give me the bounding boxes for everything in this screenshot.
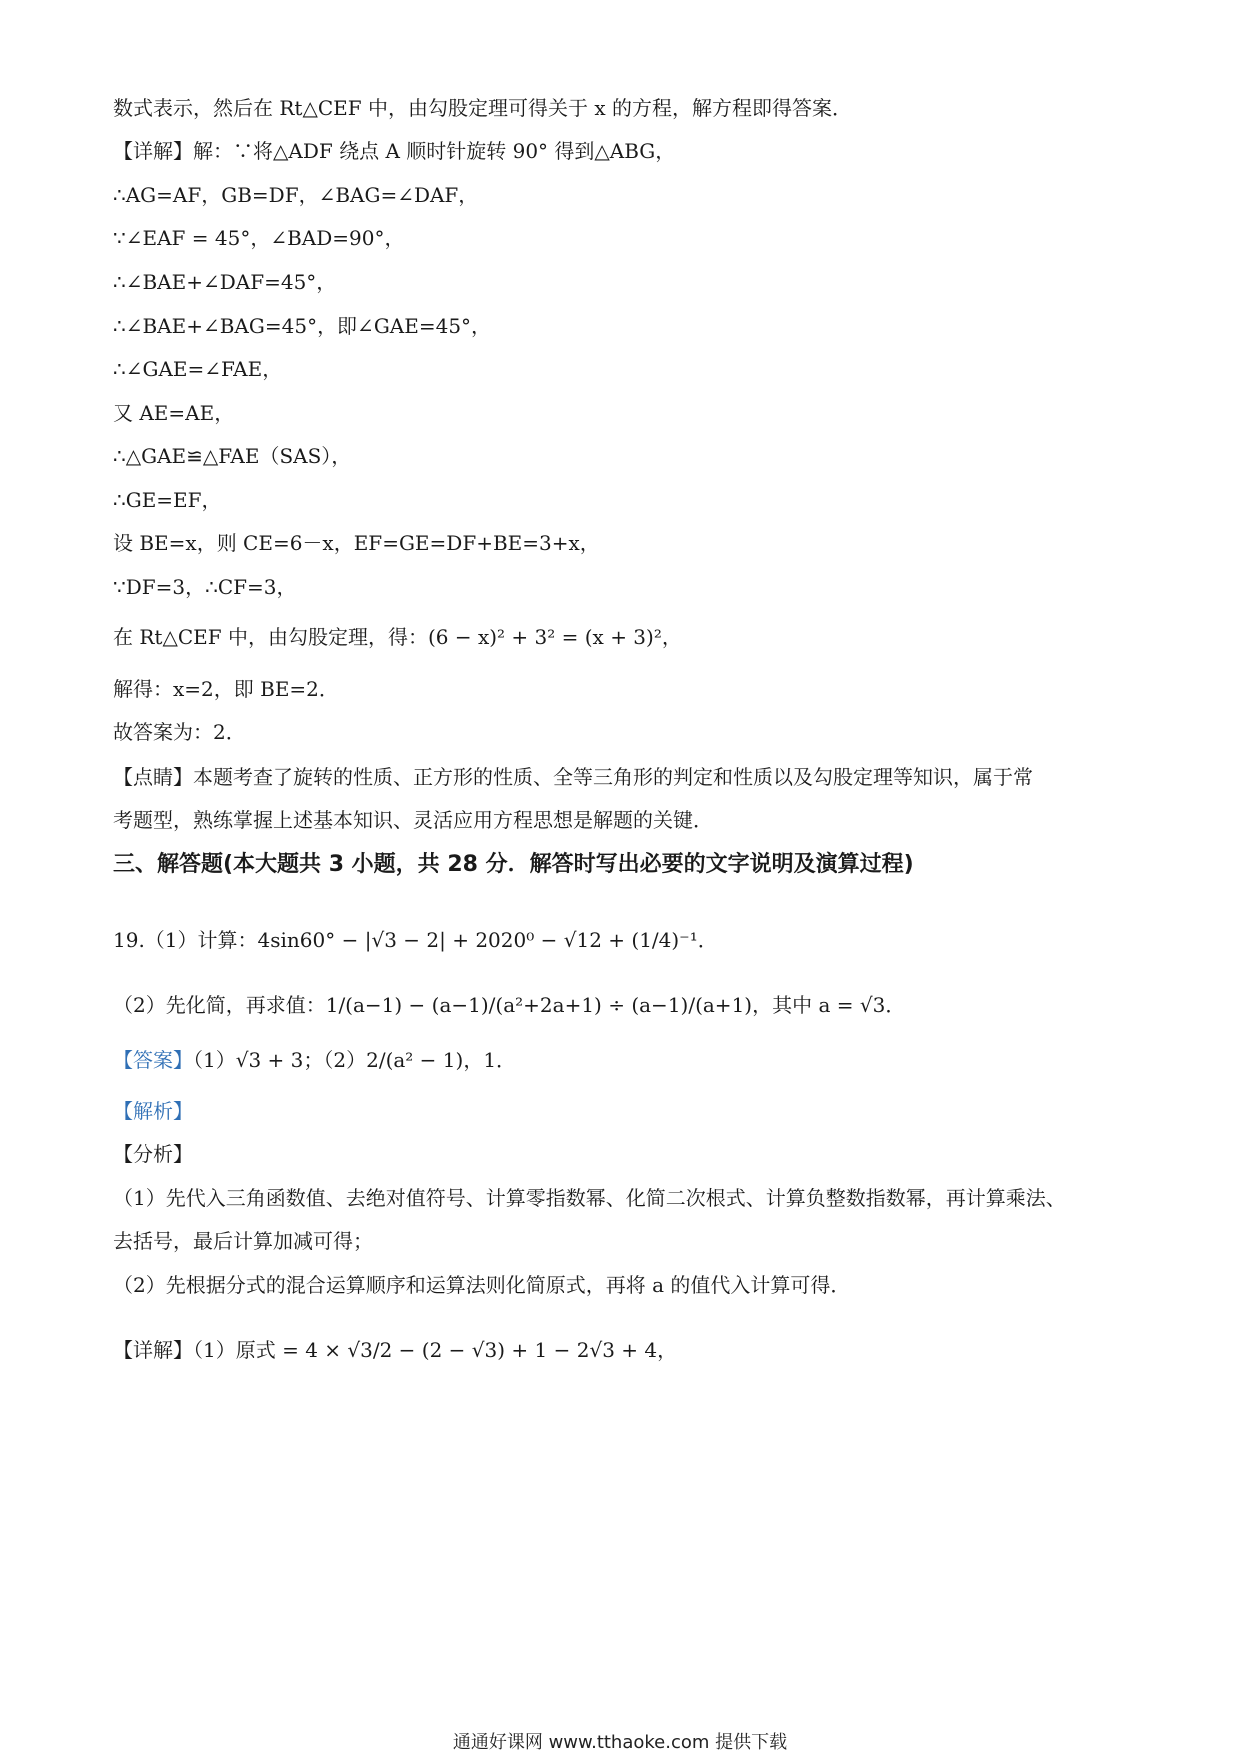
text-line-7: ∴∠GAE=∠FAE， (113, 357, 283, 381)
footer-watermark: 通通好课网 www.tthaoke.com 提供下载 (452, 1732, 788, 1753)
text-line-10: ∴GE=EF， (113, 488, 222, 512)
comment-line-1: 【点睛】本题考查了旋转的性质、正方形的性质、全等三角形的判定和性质以及勾股定理等知识，属于常 (113, 765, 1033, 789)
text-line-12: ∵DF=3，∴CF=3， (113, 575, 297, 599)
answer-tag: 【答案】 (113, 1048, 193, 1072)
answer-text: （1）√3 + 3；（2）2/(a² − 1)，1． (193, 1048, 517, 1072)
section-title: 三、解答题(本大题共 3 小题，共 28 分．解答时写出必要的文字说明及演算过程) (113, 852, 914, 877)
analysis-line-2: 去括号，最后计算加减可得； (113, 1229, 373, 1253)
text-line-3: ∴AG=AF，GB=DF，∠BAG=∠DAF， (113, 183, 479, 207)
answer-line (113, 1045, 516, 1075)
question-19-part-1: 19.（1）计算：4sin60° − |√3 − 2| + 2020⁰ − √12 + (1/4)⁻¹． (113, 928, 718, 952)
detail-line: 【详解】（1）原式 = 4 × √3/2 − (2 − √3) + 1 − 2√3 + 4， (113, 1338, 678, 1362)
text-line-6: ∴∠BAE+∠BAG=45°，即∠GAE=45°， (113, 314, 492, 338)
text-line-13: 在 Rt△CEF 中，由勾股定理，得：(6 − x)² + 3² = (x + 3)²， (113, 625, 682, 649)
text-line-14: 解得：x=2，即 BE=2． (113, 677, 339, 701)
fenxi-tag: 【分析】 (113, 1142, 193, 1166)
text-line-8: 又 AE=AE， (113, 401, 235, 425)
text-line-5: ∴∠BAE+∠DAF=45°， (113, 270, 337, 294)
analysis-tag: 【解析】 (113, 1099, 193, 1123)
text-line-4: ∵∠EAF = 45°，∠BAD=90°， (113, 226, 405, 250)
text-line-2: 【详解】解：∵将△ADF 绕点 A 顺时针旋转 90° 得到△ABG， (113, 139, 676, 163)
question-19-part-2: （2）先化简，再求值：1/(a−1) − (a−1)/(a²+2a+1) ÷ (a−1)/(a+1)，其中 a = √3． (113, 993, 906, 1017)
text-line-9: ∴△GAE≌△FAE（SAS）， (113, 444, 352, 468)
text-line-15: 故答案为：2． (113, 720, 246, 744)
text-line-1: 数式表示，然后在 Rt△CEF 中，由勾股定理可得关于 x 的方程，解方程即得答案． (113, 96, 852, 120)
text-line-11: 设 BE=x，则 CE=6－x，EF=GE=DF+BE=3+x， (113, 531, 600, 555)
comment-line-2: 考题型，熟练掌握上述基本知识、灵活应用方程思想是解题的关键． (113, 808, 713, 832)
analysis-line-3: （2）先根据分式的混合运算顺序和运算法则化简原式，再将 a 的值代入计算可得． (113, 1273, 851, 1297)
analysis-line-1: （1）先代入三角函数值、去绝对值符号、计算零指数幂、化简二次根式、计算负整数指数幂，再计算乘法、 (113, 1186, 1066, 1210)
